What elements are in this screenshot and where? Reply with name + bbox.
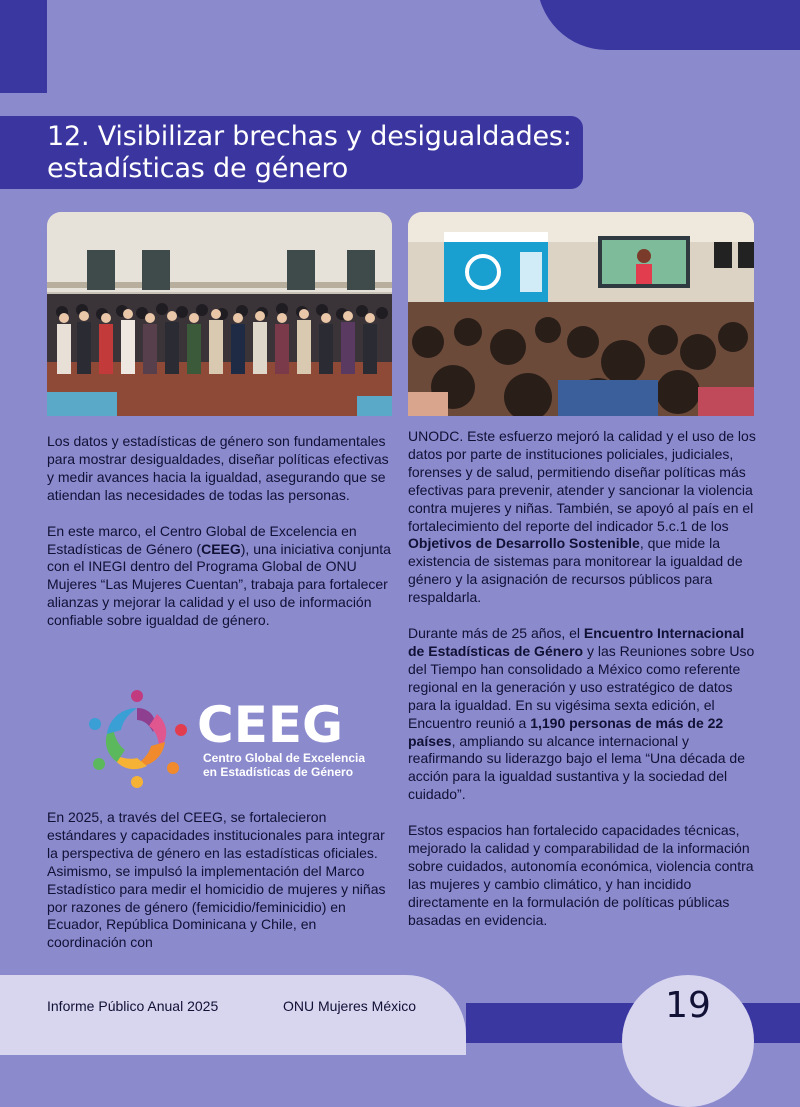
paragraph-espacios: Estos espacios han fortalecido capacidades técnicas, mejorado la calidad y comparabilidad de la información sobre cuidados, autonomía económica, violencia contra las mujeres y cambio climático, y han incidido directamente en la formulación de políticas públicas basadas en evidencia.: [408, 822, 754, 928]
footer-panel: [0, 975, 466, 1055]
paragraph-intro: Los datos y estadísticas de género son fundamentales para mostrar desigualdades, diseñar políticas efectivas y medir avances hacia la igualdad, asegurando que se atiendan las necesidades de todas las personas.: [47, 433, 389, 503]
right-column: [408, 428, 758, 948]
left-column-bottom: [47, 809, 397, 970]
paragraph-encuentro: Durante más de 25 años, el Encuentro Internacional de Estadísticas de Género y las Reuniones sobre Uso del Tiempo han consolidado a México como referente regional en la generación y uso estratégico de datos para la igualdad. En su vigésima sexta edición, el Encuentro reunió a 1,190 personas de más de 22 países, ampliando su alcance internacional y reafirmando su liderazgo bajo el lema “Una década de acción para la igualdad sustantiva y la sociedad del cuidado”.: [408, 625, 755, 803]
group-photo: [47, 212, 392, 416]
ceeg-flower-icon: [85, 680, 365, 798]
conference-photo: [408, 212, 754, 416]
ceeg-logo: [85, 680, 365, 798]
left-column-top: [47, 433, 392, 648]
paragraph-unodc: UNODC. Este esfuerzo mejoró la calidad y el uso de los datos por parte de instituciones policiales, judiciales, forenses y de salud, permitiendo diseñar políticas más efectivas para prevenir, atender y sancionar la violencia contra mujeres y niñas. También, se apoyó al país en el fortalecimiento del reporte del indicador 5.c.1 de los Objetivos de Desarrollo Sostenible, que mide la existencia de sistemas para monitorear la igualdad de género y la asignación de recursos públicos para respaldarla.: [408, 428, 756, 606]
paragraph-ceeg: En este marco, el Centro Global de Excelencia en Estadísticas de Género (CEEG), una iniciativa conjunta con el INEGI dentro del Programa Global de ONU Mujeres “Las Mujeres Cuentan”, trabaja para fortalecer alianzas y mejorar la calidad y el uso de información confiable sobre igualdad de género.: [47, 522, 391, 629]
page-number: 19: [665, 985, 711, 1026]
svg-text:en Estadísticas de Género: en Estadísticas de Género: [203, 765, 354, 779]
paragraph-2025: En 2025, a través del CEEG, se fortalecieron estándares y capacidades institucionales para integrar la perspectiva de género en las estadísticas oficiales. Asimismo, se impulsó la implementación del Marco Estadístico para medir el homicidio de mujeres y niñas por razones de género (femicidio/feminicidio) en Ecuador, República Dominicana y Chile, en coordinación con: [47, 809, 386, 951]
footer-organization: ONU Mujeres México: [283, 998, 417, 1014]
corner-decoration-top-right: [537, 0, 800, 50]
title-band: [0, 116, 583, 189]
svg-text:CEEG: CEEG: [197, 696, 344, 754]
svg-text:Centro Global de Excelencia: Centro Global de Excelencia: [203, 751, 365, 765]
corner-decoration-top-left: [0, 0, 47, 93]
page-title: 12. Visibilizar brechas y desigualdades: estadísticas de género: [47, 121, 572, 184]
footer-report-title: Informe Público Anual 2025: [47, 998, 219, 1014]
